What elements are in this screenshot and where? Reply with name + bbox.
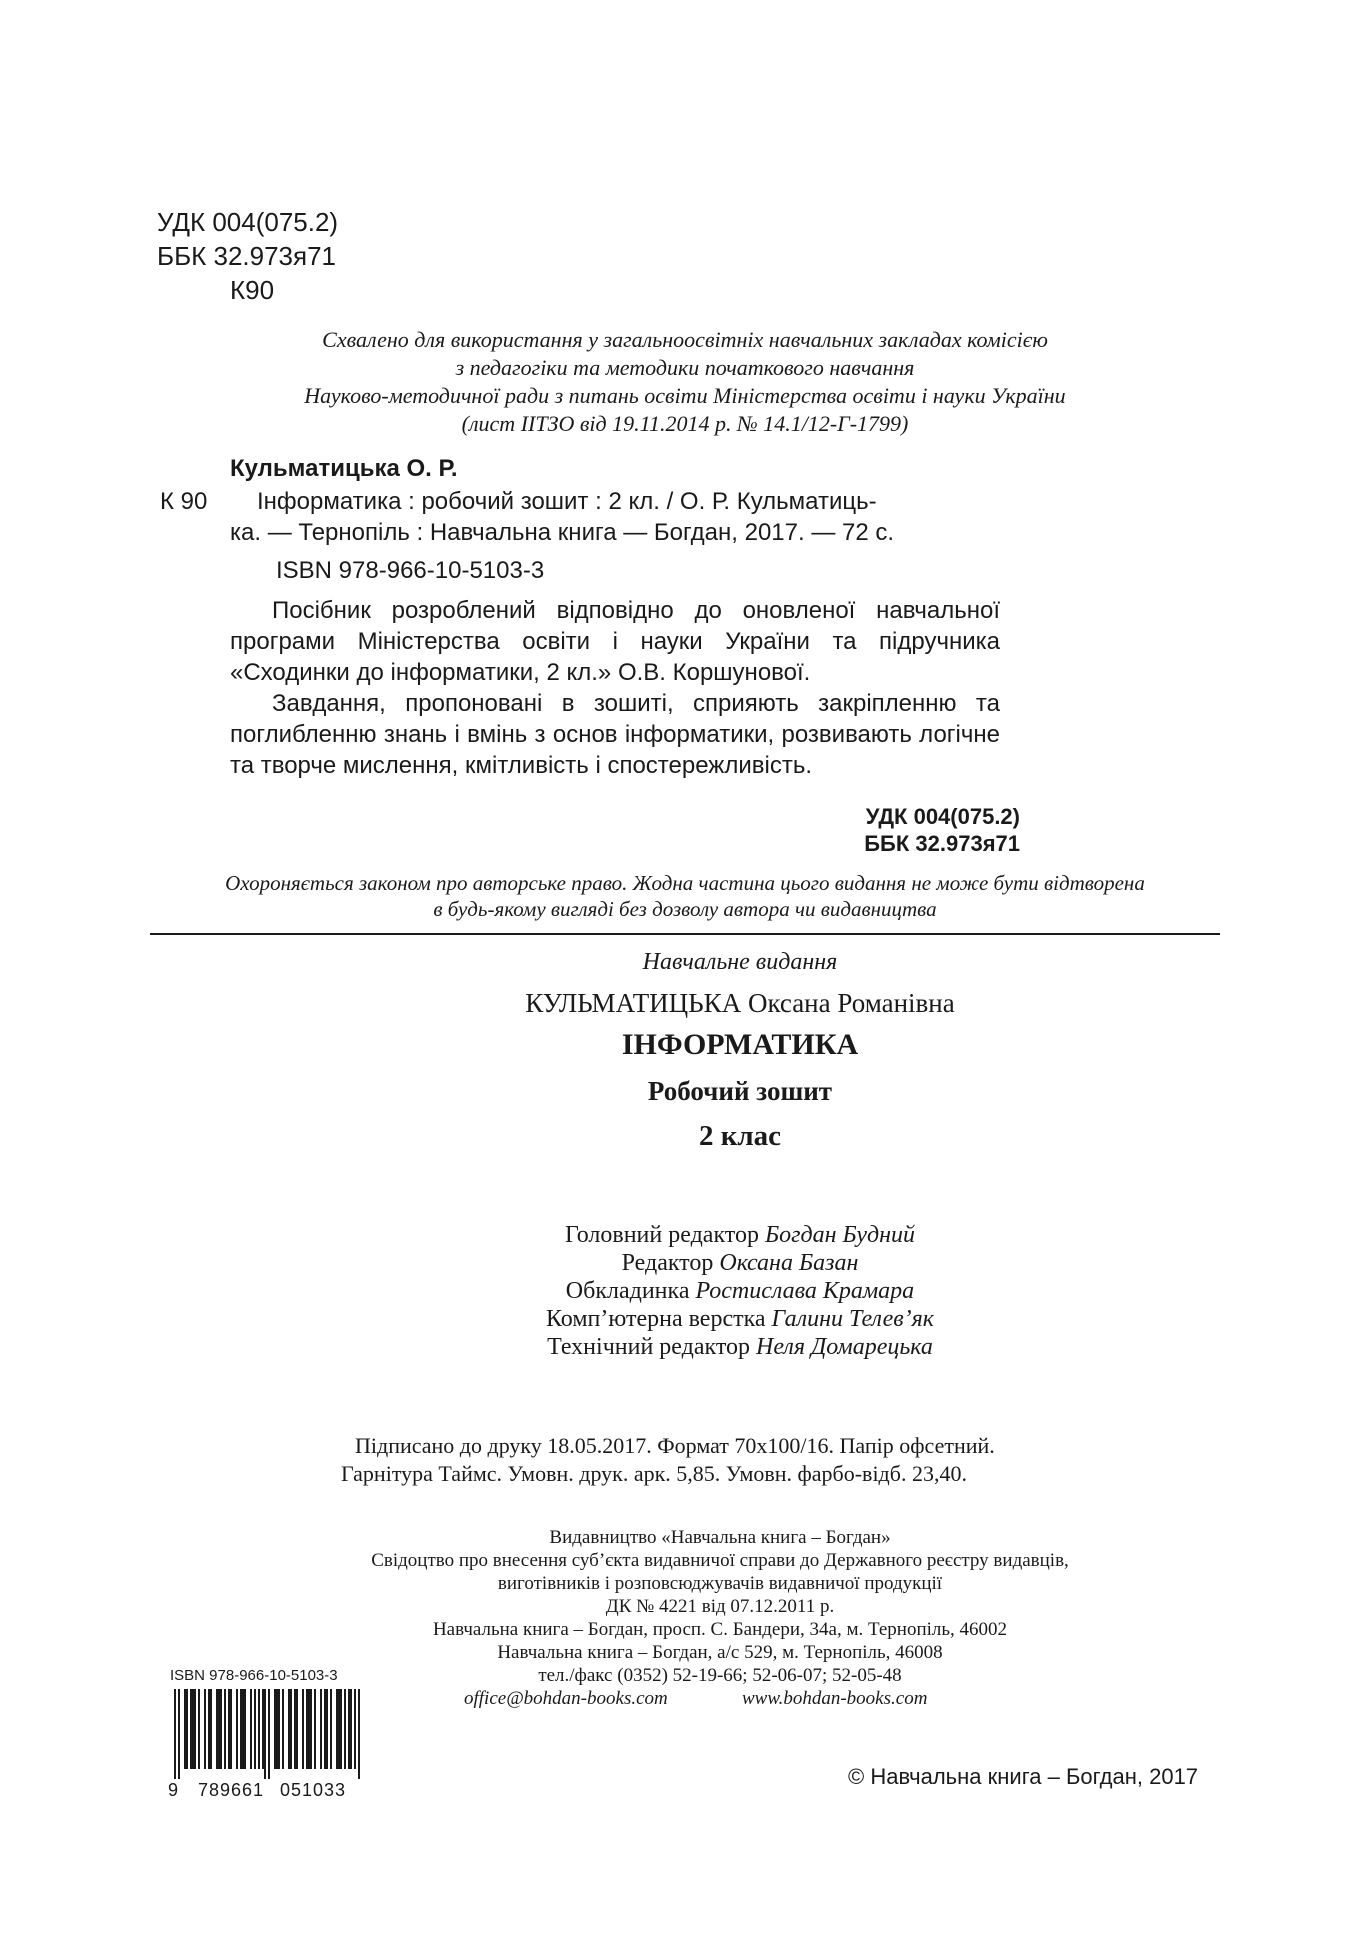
approval-line-1: Схвалено для використання у загальноосвітніх навчальних закладах комісією (322, 327, 1048, 352)
barcode-bar (338, 1689, 340, 1769)
approval-line-2: з педагогіки та методики початкового навчання (455, 355, 915, 380)
barcode-bar (344, 1689, 346, 1769)
biblio-isbn: ISBN 978-966-10-5103-3 (276, 557, 545, 584)
edition-author: КУЛЬМАТИЦЬКА Оксана Романівна (525, 988, 955, 1018)
barcode-bar (326, 1689, 328, 1769)
biblio-bbk: ББК 32.973я71 (864, 831, 1020, 856)
barcode-bar (348, 1689, 350, 1769)
credit-name: Оксана Базан (719, 1250, 859, 1276)
author-mark: К90 (230, 275, 275, 305)
description-paragraph-2: Завдання, пропоновані в зошиті, сприяють закріпленню та поглибленню знань і вмінь з основ інформатики, розвивають логічне та творче мислення, кмітливість і спостережливість. (230, 690, 1000, 779)
publisher-line-6: Навчальна книга – Богдан, а/с 529, м. Тернопіль, 46008 (497, 1642, 943, 1663)
copyright-notice-2: в будь-якому вигляді без дозволу автора чи видавництва (433, 897, 937, 921)
barcode-bar (278, 1689, 280, 1769)
barcode-bar (198, 1689, 200, 1769)
barcode-bar (190, 1689, 192, 1769)
isbn-barcode (170, 1667, 370, 1801)
barcode-digits (170, 1779, 370, 1801)
barcode-digit-first: 9 (168, 1780, 179, 1800)
barcode-bar (254, 1689, 256, 1769)
barcode-bar (250, 1689, 252, 1769)
barcode-bar (178, 1689, 180, 1779)
barcode-bar (230, 1689, 232, 1769)
credit-name: Богдан Будний (764, 1222, 916, 1248)
barcode-bar (258, 1689, 260, 1769)
credit-role: Технічний редактор (547, 1334, 751, 1360)
print-info-1: Підписано до друку 18.05.2017. Формат 70х100/16. Папір офсетний. (355, 1433, 995, 1458)
barcode-bar (218, 1689, 220, 1769)
credit-name: Галини Телев’як (771, 1306, 935, 1332)
barcode-bar (276, 1689, 278, 1769)
barcode-bar (228, 1689, 230, 1769)
credit-line (300, 1277, 1180, 1305)
barcode-bar (282, 1689, 284, 1769)
barcode-bar (186, 1689, 188, 1769)
credit-role: Комп’ютерна верстка (545, 1306, 766, 1332)
publisher-line-7: тел./факс (0352) 52-19-66; 52-06-07; 52-05-48 (538, 1665, 902, 1686)
description (230, 595, 1000, 781)
publisher-line-5: Навчальна книга – Богдан, просп. С. Бандери, 34а, м. Тернопіль, 46002 (432, 1619, 1008, 1640)
edition-type: Навчальне видання (642, 949, 838, 975)
barcode-bar (324, 1689, 326, 1769)
credit-role: Редактор (621, 1250, 714, 1276)
publisher-line-4: ДК № 4221 від 07.12.2011 р. (605, 1596, 835, 1617)
publisher-website[interactable]: www.bohdan-books.com (742, 1688, 928, 1709)
barcode-bar (262, 1689, 264, 1769)
barcode-bar (274, 1689, 276, 1769)
edition-subtitle: Робочий зошит (647, 1076, 833, 1106)
publisher-line-1: Видавництво «Навчальна книга – Богдан» (549, 1527, 891, 1548)
barcode-bar (220, 1689, 222, 1769)
publisher-line-3: виготівників і розповсюджувачів видавничої продукції (497, 1573, 943, 1594)
credit-role: Обкладинка (565, 1278, 690, 1304)
approval-line-4: (лист ІІТЗО від 19.11.2014 р. № 14.1/12-Г-1799) (461, 411, 909, 436)
barcode-bar (194, 1689, 196, 1769)
barcode-bar (268, 1689, 270, 1779)
barcode-bar (296, 1689, 298, 1769)
credit-name: Ростислава Крамара (695, 1278, 915, 1304)
barcode-bar (294, 1689, 296, 1769)
barcode-bar (224, 1689, 226, 1769)
barcode-bar (210, 1689, 212, 1769)
biblio-line-1: Інформатика : робочий зошит : 2 кл. / О. Р. Кульматиць- (257, 488, 877, 515)
copyright-notice-1: Охороняється законом про авторське право. Жодна частина цього видання не може бути відтворена (225, 871, 1145, 895)
barcode-bar (192, 1689, 194, 1769)
credit-name: Неля Домарецька (756, 1334, 933, 1360)
edition-title: ІНФОРМАТИКА (621, 1028, 859, 1061)
credit-line (300, 1333, 1180, 1361)
biblio-author: Кульматицька О. Р. (230, 455, 458, 482)
credit-line (300, 1221, 1180, 1249)
barcode-bar (288, 1689, 290, 1769)
barcode-bar (358, 1689, 360, 1779)
divider-line (150, 933, 1220, 935)
barcode-bar (208, 1689, 210, 1769)
barcode-bar (308, 1689, 310, 1769)
barcode-bar (330, 1689, 332, 1769)
barcode-bar (204, 1689, 206, 1769)
barcode-bars (170, 1689, 370, 1779)
barcode-bar (340, 1689, 342, 1769)
barcode-bar (184, 1689, 186, 1769)
biblio-line-2: ка. — Тернопіль : Навчальна книга — Богдан, 2017. — 72 с. (230, 519, 895, 546)
barcode-bar (314, 1689, 316, 1769)
description-paragraph-1: Посібник розроблений відповідно до оновленої навчальної програми Міністерства освіти і науки України та підручника «Сходинки до інформатики, 2 кл.» О.В. Коршунової. (230, 597, 1000, 686)
barcode-bar (242, 1689, 244, 1769)
credit-role: Головний редактор (564, 1222, 759, 1248)
bbk-code: ББК 32.973я71 (157, 241, 337, 271)
barcode-bar (240, 1689, 242, 1769)
edition-grade: 2 клас (698, 1120, 782, 1152)
barcode-bar (244, 1689, 246, 1769)
barcode-bar (264, 1689, 266, 1779)
barcode-digits-right: 051033 (280, 1780, 347, 1800)
barcode-bar (310, 1689, 312, 1769)
barcode-bar (290, 1689, 292, 1769)
barcode-bar (354, 1689, 356, 1769)
barcode-bar (236, 1689, 238, 1769)
udk-code: УДК 004(075.2) (157, 207, 339, 237)
barcode-bar (174, 1689, 176, 1779)
publisher-line-2: Свідоцтво про внесення суб’єкта видавничої справи до Державного реєстру видавців, (371, 1550, 1069, 1571)
barcode-bar (216, 1689, 218, 1769)
print-info-2: Гарнітура Таймс. Умовн. друк. арк. 5,85. Умовн. фарбо-відб. 23,40. (341, 1461, 967, 1486)
credit-line (300, 1305, 1180, 1333)
barcode-digits-left: 789661 (198, 1780, 265, 1800)
barcode-bar (350, 1689, 352, 1769)
credit-line (300, 1249, 1180, 1277)
publisher-email[interactable]: office@bohdan-books.com (464, 1688, 668, 1709)
shelf-mark: К 90 (160, 488, 208, 515)
footer-copyright: © Навчальна книга – Богдан, 2017 (848, 1764, 1199, 1789)
biblio-udk: УДК 004(075.2) (865, 804, 1020, 829)
barcode-bar (306, 1689, 308, 1769)
approval-line-3: Науково-методичної ради з питань освіти Міністерства освіти і науки України (304, 383, 1066, 408)
barcode-bar (336, 1689, 338, 1769)
barcode-isbn-label: ISBN 978-966-10-5103-3 (170, 1667, 338, 1684)
barcode-bar (320, 1689, 322, 1769)
barcode-bar (302, 1689, 304, 1769)
